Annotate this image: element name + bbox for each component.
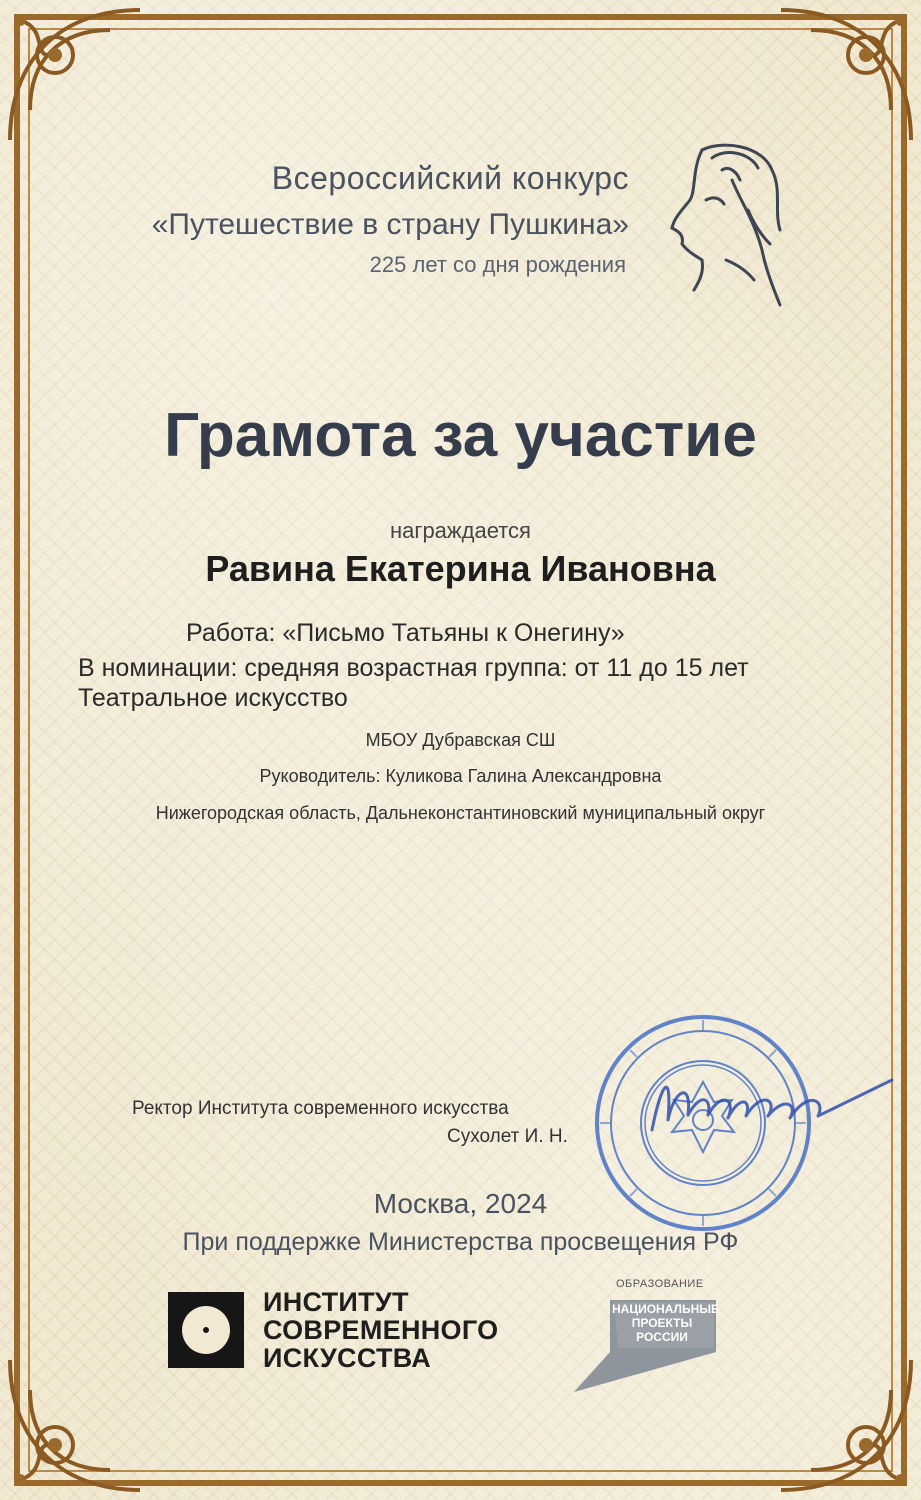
work-title: Работа: «Письмо Татьяны к Онегину» [186, 619, 625, 647]
signatory-position: Ректор Института современного искусства [132, 1098, 509, 1119]
institute-logo-text [263, 1288, 498, 1372]
city-year: Москва, 2024 [373, 1188, 548, 1219]
nomination-line: В номинации: средняя возрастная группа: от 11 до 15 лет [78, 654, 749, 682]
national-projects-line: ПРОЕКТЫ [631, 1316, 693, 1330]
contest-subtitle: 225 лет со дня рождения [369, 252, 626, 277]
institute-logo-icon [168, 1292, 244, 1368]
national-projects-line: РОССИИ [636, 1330, 688, 1344]
signature-icon [612, 1060, 902, 1150]
contest-name: «Путешествие в страну Пушкина» [151, 208, 629, 241]
national-projects-line: НАЦИОНАЛЬНЫЕ [612, 1302, 719, 1316]
signatory-name: Сухолет И. Н. [447, 1126, 568, 1147]
awarded-label: награждается [390, 518, 531, 543]
corner-ornament-icon [771, 0, 921, 150]
contest-title: Всероссийский конкурс [271, 160, 629, 196]
institute-logo-line: ИНСТИТУТ [263, 1287, 409, 1317]
national-projects-category: ОБРАЗОВАНИЕ [616, 1278, 704, 1290]
corner-ornament-icon [0, 0, 150, 150]
pushkin-portrait-icon [662, 140, 790, 310]
certificate-title: Грамота за участие [164, 401, 757, 470]
corner-ornament-icon [0, 1350, 150, 1500]
school-name: МБОУ Дубравская СШ [365, 730, 556, 750]
recipient-name: Равина Екатерина Ивановна [205, 548, 716, 589]
institute-logo-line: СОВРЕМЕННОГО [263, 1315, 499, 1345]
institute-logo-line: ИСКУССТВА [263, 1343, 432, 1373]
corner-ornament-icon [771, 1350, 921, 1500]
leader-name: Руководитель: Куликова Галина Александровна [259, 766, 662, 786]
region-name: Нижегородская область, Дальнеконстантиновский муниципальный округ [155, 803, 766, 823]
support-line: При поддержке Министерства просвещения РФ [182, 1228, 739, 1256]
nomination-category: Театральное искусство [78, 684, 348, 712]
